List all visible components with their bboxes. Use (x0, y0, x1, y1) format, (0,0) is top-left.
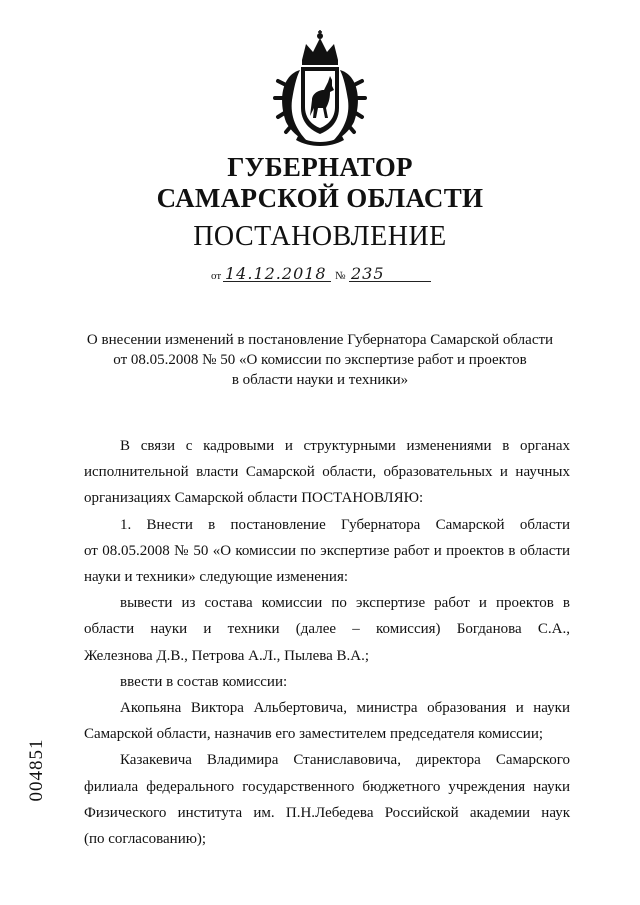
text-line: Акопьяна Виктора Альбертовича, министра образования и науки (120, 700, 570, 717)
text-line: Физического института им. П.Н.Лебедева Российской академии наук (84, 804, 570, 821)
number-value: 235 (351, 264, 385, 283)
subject-line: от 08.05.2008 № 50 «О комиссии по экспертизе работ и проектов (113, 352, 527, 368)
margin-document-number (22, 720, 52, 820)
coat-of-arms-emblem (272, 30, 368, 150)
text-line: 1. Внести в постановление Губернатора Самарской области (120, 516, 570, 533)
subject-line: О внесении изменений в постановление Губернатора Самарской области (86, 332, 554, 348)
paragraph-member-kazakevich (84, 747, 570, 852)
text-line: В связи с кадровыми и структурными изменениями в органах (120, 438, 570, 454)
authority-title-line2: САМАРСКОЙ ОБЛАСТИ (156, 183, 484, 213)
text-line: (по согласованию); (84, 831, 207, 848)
text-line: от 08.05.2008 № 50 «О комиссии по экспертизе работ и проектов в области (84, 542, 570, 559)
text-line: вывести из состава комиссии по экспертизе работ и проектов в (120, 595, 570, 612)
number-prefix: № (335, 270, 346, 282)
paragraph-remove-members (84, 590, 570, 669)
margin-number-text: 004851 (26, 738, 47, 802)
date-number-line (211, 262, 441, 286)
document-type-title: ПОСТАНОВЛЕНИЕ (193, 221, 447, 252)
authority-title-line1: ГУБЕРНАТОР (227, 152, 413, 182)
document-subject (60, 330, 580, 390)
text-line: Самарской области, назначив его заместителем председателя комиссии; (84, 726, 544, 743)
text-line: Железнова Д.В., Петрова А.Л., Пылева В.А.; (84, 647, 370, 664)
text-line: науки и техники» следующие изменения: (84, 569, 349, 586)
paragraph-member-akopyan (84, 695, 570, 747)
paragraph-item-1 (84, 512, 570, 591)
text-line: филиала федерального государственного бюджетного учреждения науки (84, 778, 570, 795)
date-prefix: от (211, 270, 222, 282)
document-body (84, 433, 570, 852)
text-line: организациях Самарской области ПОСТАНОВЛЯЮ: (84, 490, 424, 507)
text-line: области науки и техники (далее – комиссия) Богданова С.А., (84, 621, 570, 638)
text-line: исполнительной власти Самарской области, образовательных и научных (84, 464, 570, 481)
text-line: ввести в состав комиссии: (120, 673, 288, 690)
text-line: Казакевича Владимира Станиславовича, директора Самарского (120, 752, 570, 769)
paragraph-add-members (84, 669, 570, 695)
paragraph-preamble (84, 433, 570, 512)
date-value: 14.12.2018 (225, 264, 327, 283)
subject-line: в области науки и техники» (231, 372, 409, 388)
